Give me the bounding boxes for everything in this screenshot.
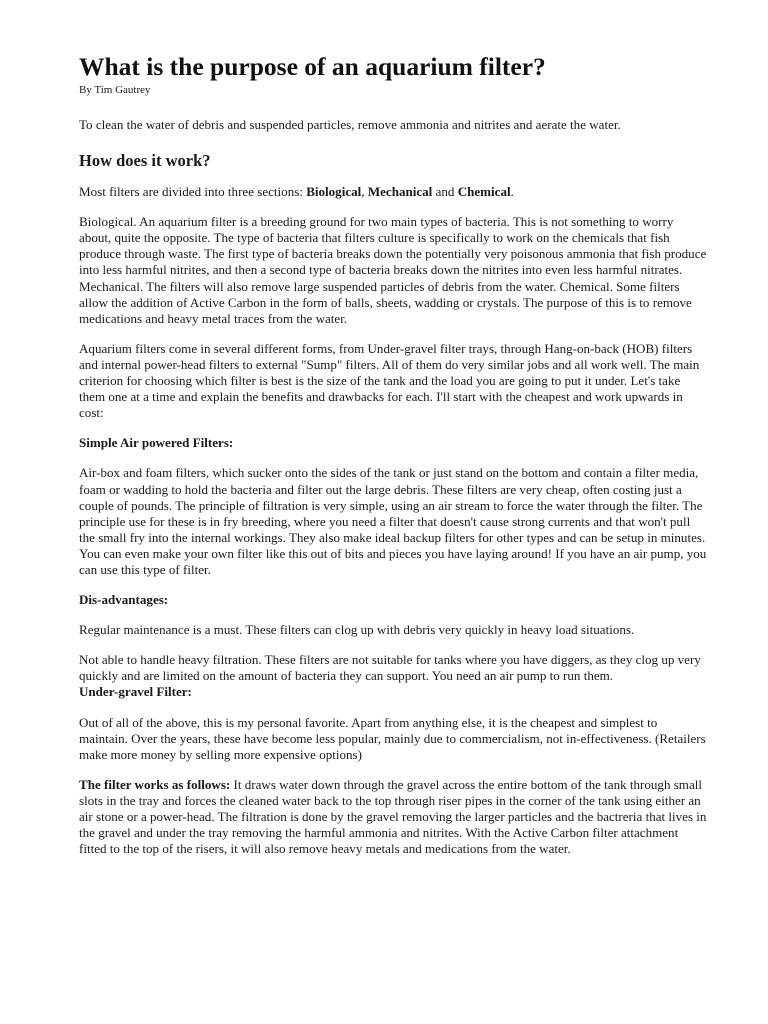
- how-heading: How does it work?: [79, 151, 211, 171]
- page-title: What is the purpose of an aquarium filter?: [79, 52, 546, 81]
- filter-works-text: It draws water down through the gravel across the entire bottom of the tank through small slots in the tray and forces the cleaned water back to the top through riser pipes in the corner of the tank using either an air stone or a power-head. The filtration is done by the gravel removing the larger particles and the bactreria that lives in the gravel and under the tray removing the harmful ammonia and nitrites. With the Active Carbon filter attachment fitted to the top of the risers, it will also remove heavy metals and medications from the water.: [79, 776, 707, 857]
- sections-pre-text: Most filters are divided into three sections:: [79, 184, 307, 200]
- period-text: .: [510, 184, 514, 200]
- filter-works-paragraph: [79, 777, 708, 857]
- chemical-term: Chemical: [457, 184, 511, 200]
- sections-paragraph: [79, 184, 708, 200]
- disadvantages-heading: Dis-advantages:: [79, 592, 169, 608]
- disadvantages-paragraph-1: Regular maintenance is a must. These filters can clog up with debris very quickly in heavy load situations.: [79, 622, 635, 638]
- mechanical-term: Mechanical: [367, 184, 433, 200]
- intro-paragraph: To clean the water of debris and suspended particles, remove ammonia and nitrites and aerate the water.: [79, 117, 621, 132]
- and-text: and: [432, 184, 458, 200]
- simple-filters-paragraph: Air-box and foam filters, which sucker onto the sides of the tank or just stand on the bottom and contain a filter media, foam or wadding to hold the bacteria and filter out the large debris. These filters are very cheap, often costing just a couple of pounds. The principle of filtration is very simple, using an air stream to force the water through the filter. The principle use for these is in fry breeding, where you need a filter that doesn't cause strong currents and that won't pull the small fry into the internal workings. They also make ideal backup filters for other types and can be setup in minutes. You can even make your own filter like this out of bits and pieces you have laying around! If you have an air pump, you can use this type of filter.: [79, 465, 707, 577]
- disadvantages-paragraph-2: Not able to handle heavy filtration. These filters are not suitable for tanks where you have diggers, as they clog up very quickly and are limited on the amount of bacteria they can support. You need an air pump to run them.: [79, 652, 701, 684]
- simple-filters-heading: Simple Air powered Filters:: [79, 435, 234, 451]
- biological-paragraph: Biological. An aquarium filter is a breeding ground for two main types of bacteria. This is not something to worry about, quite the opposite. The type of bacteria that filters culture is specifically to work on the chemicals that fish produce through waste. The first type of bacteria breaks down the potentially very poisonous ammonia that fish produce into less harmful nitrites, and then a second type of bacteria breaks down the nitrites into even less harmful nitrates. Mechanical. The filters will also remove large suspended particles of debris from the water. Chemical. Some filters allow the addition of Active Carbon in the form of balls, sheets, wadding or crystals. The purpose of this is to remove medications and heavy metal traces from the water.: [79, 214, 707, 326]
- biological-term: Biological: [306, 184, 362, 200]
- filter-forms-paragraph: Aquarium filters come in several different forms, from Under-gravel filter trays, through Hang-on-back (HOB) filters and internal power-head filters to external "Sump" filters. All of them do very similar jobs and all work well. The main criterion for choosing which filter is best is the size of the tank and the load you are going to put it under. Let's take them one at a time and explain the benefits and drawbacks for each. I'll start with the cheapest and work upwards in cost:: [79, 340, 700, 421]
- comma-text: ,: [361, 184, 368, 200]
- under-gravel-paragraph: Out of all of the above, this is my personal favorite. Apart from anything else, it is the cheapest and simplest to maintain. Over the years, these have become less popular, mainly due to commercialism, not in-effectiveness. (Retailers make more money by selling more expensive options): [79, 714, 706, 762]
- under-gravel-heading: Under-gravel Filter:: [79, 684, 192, 700]
- filter-works-lead: The filter works as follows:: [79, 776, 231, 792]
- author-byline: By Tim Gautrey: [79, 84, 151, 96]
